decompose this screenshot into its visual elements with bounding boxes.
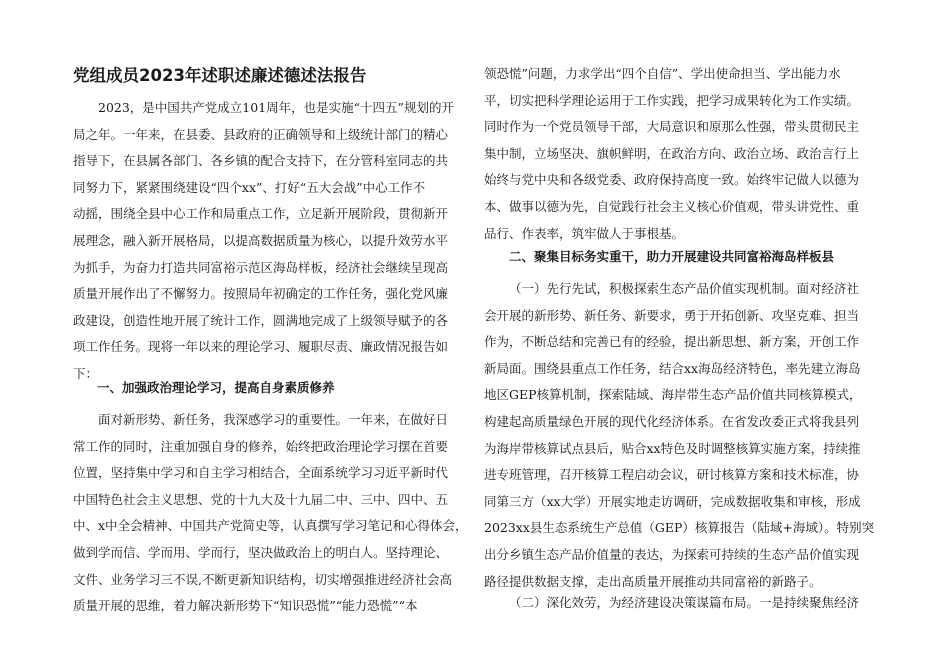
text-line: 中国特色社会主义思想、党的十九大及十九届二中、三中、四中、五 xyxy=(73,491,449,507)
report-title: 党组成员2023年述职述廉述德述法报告 xyxy=(73,66,367,85)
text-line: 局之年。一年来，在县委、县政府的正确领导和上级统计部门的精心 xyxy=(73,126,449,142)
text-line: 路径提供数据支撑，走出高质量开展推动共同富裕的新路子。 xyxy=(484,573,822,589)
text-line: 做到学而信、学而用、学而行，坚决做政治上的明白人。坚持理论、 xyxy=(73,544,449,560)
text-line: 常工作的同时，注重加强自身的修养，始终把政治理论学习摆在首要 xyxy=(73,438,449,454)
text-line: 动摇，围绕全县中心工作和局重点工作，立足新开展阶段，贯彻新开 xyxy=(73,206,449,222)
text-line: （二）深化效劳，为经济建设决策谋篇布局。一是持续聚焦经济 xyxy=(509,595,860,610)
text-line: 指导下，在县属各部门、各乡镇的配合支持下，在分管科室同志的共 xyxy=(73,153,449,169)
text-line: 领恐慌”问题，力求学出“四个自信”、学出使命担当、学出能力水 xyxy=(484,66,841,81)
text-line: 2023xx县生态系统生产总值（GEP）核算报告（陆域+海域）。特别突 xyxy=(484,520,875,536)
text-line: 本、做事以德为先，自觉践行社会主义核心价值观，带头讲党性、重 xyxy=(484,198,860,214)
text-line: 新局面。围绕县重点工作任务，结合xx海岛经济特色，率先建立海岛 xyxy=(484,360,861,376)
intro-paragraph xyxy=(73,95,470,388)
text-line: 中、x中全会精神、中国共产党简史等，认真撰写学习笔记和心得体会， xyxy=(73,518,468,534)
section-heading-1: 一、加强政治理论学习，提高自身素质修养 xyxy=(97,380,335,395)
continued-paragraph xyxy=(484,61,875,247)
text-line: 质量开展的思维，着力解决新形势下“知识恐慌”“能力恐慌”“本 xyxy=(73,598,418,614)
text-line: 进专班管理，召开核算工程启动会议，研讨核算方案和技术标准，协 xyxy=(484,467,860,483)
paragraph-1 xyxy=(73,407,470,620)
text-line: 作为，不断总结和完善已有的经验，提出新思想、新方案，开创工作 xyxy=(484,334,860,350)
paragraph-2 xyxy=(484,276,875,595)
text-line: 为抓手，为奋力打造共同富裕示范区海岛样板，经济社会继续呈现高 xyxy=(73,259,449,275)
text-line: 同时作为一个党员领导干部，大局意识和原那么性强，带头贯彻民主 xyxy=(484,119,860,135)
text-line: 位置，坚持集中学习和自主学习相结合，全面系统学习习近平新时代 xyxy=(73,465,449,481)
text-line: 出分乡镇生态产品价值量的表达，为探索可持续的生态产品价值实现 xyxy=(484,546,860,562)
text-line: 项工作任务。现将一年以来的理论学习、履职尽责、廉政情况报告如 xyxy=(73,339,449,355)
text-line: 同第三方（xx大学）开展实地走访调研，完成数据收集和审核，形成 xyxy=(484,493,861,509)
text-line: 集中制，立场坚决、旗帜鲜明，在政治方向、政治立场、政治言行上 xyxy=(484,145,860,161)
paragraph-3 xyxy=(484,590,875,617)
text-line: 政建设，创造性地开展了统计工作，圆满地完成了上级领导赋予的各 xyxy=(73,312,449,328)
text-line: （一）先行先试，积极探索生态产品价值实现机制。面对经济社 xyxy=(509,281,860,296)
text-line: 地区GEP核算机制，探索陆域、海岸带生态产品价值共同核算模式， xyxy=(484,387,862,403)
text-line: 2023，是中国共产党成立101周年，也是实施“十四五”规划的开 xyxy=(98,100,454,115)
text-line: 同努力下，紧紧围绕建设“四个xx”、打好“五大会战”中心工作不 xyxy=(73,179,426,195)
text-line: 展理念，融入新开展格局，以提高数据质量为核心，以提升效劳水平 xyxy=(73,232,449,248)
text-line: 质量开展作出了不懈努力。按照局年初确定的工作任务，强化党风廉 xyxy=(73,286,449,302)
text-line: 会开展的新形势、新任务、新要求，勇于开拓创新、攻坚克难、担当 xyxy=(484,307,860,323)
section-heading-2: 二、聚集目标务实重干，助力开展建设共同富裕海岛样板县 xyxy=(509,249,835,264)
text-line: 为海岸带核算试点县后，贴合xx特色及时调整核算实施方案，持续推 xyxy=(484,440,861,456)
text-line: 平，切实把科学理论运用于工作实践，把学习成果转化为工作实绩。 xyxy=(484,92,860,108)
text-line: 始终与党中央和各级党委、政府保持高度一致。始终牢记做人以德为 xyxy=(484,172,860,188)
text-line: 品行、作表率，筑牢做人于事根基。 xyxy=(484,225,685,241)
text-line: 文件、业务学习三不误,不断更新知识结构，切实增强推进经济社会高 xyxy=(73,571,452,587)
text-line: 构建起高质量绿色开展的现代化经济体系。在省发改委正式将我县列 xyxy=(484,413,860,429)
text-line: 下： xyxy=(73,365,99,381)
text-line: 面对新形势、新任务，我深感学习的重要性。一年来，在做好日 xyxy=(98,412,449,427)
